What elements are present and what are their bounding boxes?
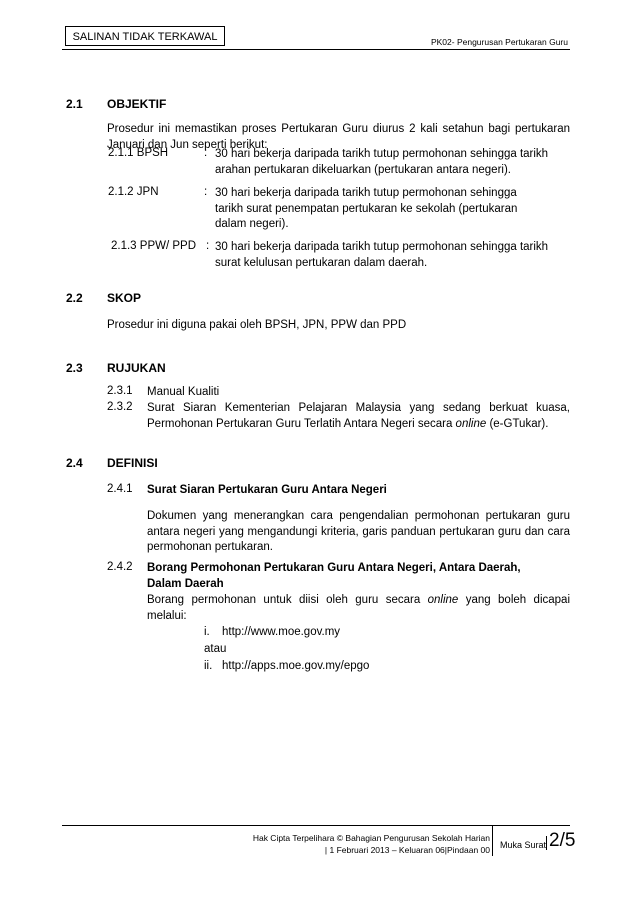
rujukan-item-number: 2.3.2	[107, 401, 133, 413]
objektif-item-separator: :	[204, 147, 208, 159]
epgo-website-link[interactable]: http://apps.moe.gov.my/epgo	[222, 660, 370, 672]
online-term: online	[427, 594, 459, 606]
objektif-item-text: 30 hari bekerja daripada tarikh tutup permohonan sehingga tarikh surat kelulusan pertukaran dalam daerah.	[215, 241, 549, 269]
section-number-definisi: 2.4	[66, 456, 83, 470]
page-number: 2/5	[549, 830, 576, 851]
section-number-objektif: 2.1	[66, 97, 83, 111]
or-text: atau	[204, 643, 227, 655]
rujukan-item-text: Surat Siaran Kementerian Pelajaran Malaysia yang sedang berkuat kuasa, Permohonan Pertukaran Guru Terlatih Antara Negeri secara online (e-GTukar).	[147, 402, 570, 430]
objektif-item-label: 2.1.2 JPN	[108, 186, 159, 198]
objektif-item-separator: :	[204, 186, 208, 198]
definisi-item-text: Dokumen yang menerangkan cara pengendalian permohonan pertukaran guru antara negeri yang mengandungi kriteria, garis panduan pertukaran guru dan cara permohonan pertukaran.	[147, 510, 570, 553]
objektif-item-label: 2.1.1 BPSH	[108, 147, 169, 159]
definisi-item-title: Surat Siaran Pertukaran Guru Antara Negeri	[147, 484, 387, 496]
moe-website-link[interactable]: http://www.moe.gov.my	[222, 626, 341, 638]
document-reference: PK02- Pengurusan Pertukaran Guru	[430, 37, 568, 47]
section-title-skop: SKOP	[107, 291, 142, 305]
definisi-item-number: 2.4.1	[107, 483, 133, 495]
section-number-rujukan: 2.3	[66, 361, 83, 375]
page-label-separator	[546, 836, 547, 850]
definisi-item-number: 2.4.2	[107, 561, 133, 573]
uncontrolled-copy-stamp: SALINAN TIDAK TERKAWAL	[65, 26, 225, 46]
footer-vertical-divider	[492, 826, 493, 856]
footer-divider	[62, 825, 570, 826]
link-number: i.	[204, 626, 210, 638]
footer-copyright: Hak Cipta Terpelihara © Bahagian Pengurusan Sekolah Harian | 1 Februari 2013 – Keluaran 06|Pindaan 00	[252, 833, 490, 855]
definisi-item-text: Borang permohonan untuk diisi oleh guru secara online yang boleh dicapai melalui:	[147, 594, 570, 622]
skop-text: Prosedur ini diguna pakai oleh BPSH, JPN, PPW dan PPD	[107, 319, 407, 331]
link-number: ii.	[204, 660, 213, 672]
objektif-item-text: 30 hari bekerja daripada tarikh tutup permohonan sehingga tarikh arahan pertukaran dikeluarkan (pertukaran antara negeri).	[215, 148, 549, 176]
section-title-rujukan: RUJUKAN	[107, 361, 166, 375]
online-term: online	[455, 417, 487, 430]
section-title-definisi: DEFINISI	[107, 456, 158, 470]
section-title-objektif: OBJEKTIF	[107, 97, 167, 111]
page-label: Muka Surat	[500, 840, 547, 850]
definisi-item-title: Borang Permohonan Pertukaran Guru Antara Negeri, Antara Daerah, Dalam Daerah	[147, 562, 521, 590]
objektif-intro: Prosedur ini memastikan proses Pertukaran Guru diurus 2 kali setahun bagi pertukaran Januari dan Jun seperti berikut:	[107, 123, 570, 151]
objektif-item-separator: :	[206, 240, 210, 252]
objektif-item-label: 2.1.3 PPW/ PPD	[111, 240, 197, 252]
rujukan-item-number: 2.3.1	[107, 385, 133, 397]
section-number-skop: 2.2	[66, 291, 83, 305]
objektif-item-text: 30 hari bekerja daripada tarikh tutup permohonan sehingga tarikh surat penempatan pertukaran ke sekolah (pertukaran dalam negeri).	[215, 187, 518, 230]
header-divider	[62, 49, 570, 50]
rujukan-item-text: Manual Kualiti	[147, 386, 220, 398]
